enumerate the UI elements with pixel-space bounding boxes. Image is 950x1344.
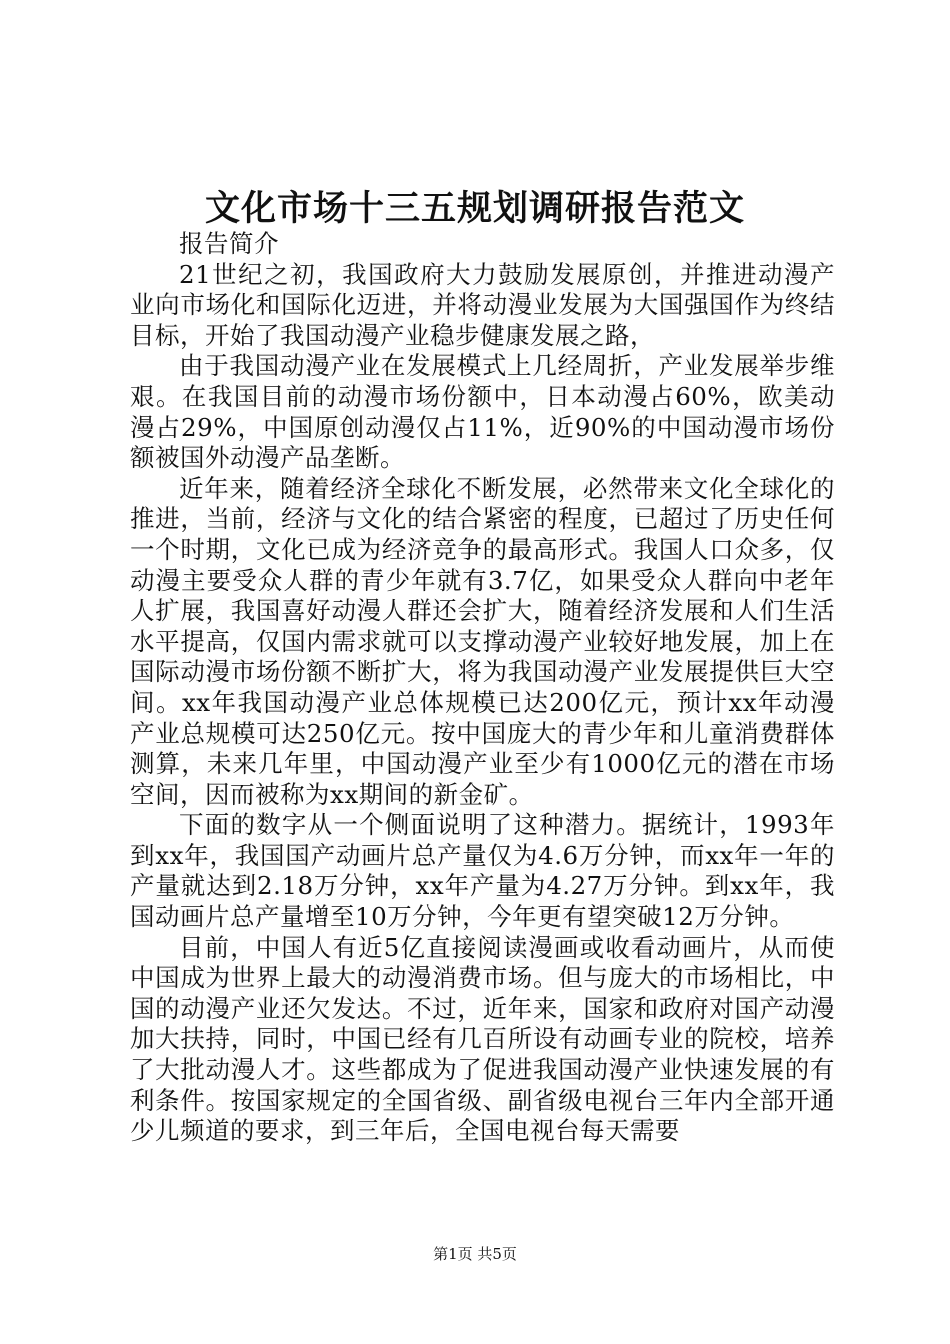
- section-heading: 报告简介: [179, 229, 279, 258]
- paragraph-3: 近年来，随着经济全球化不断发展，必然带来文化全球化的推进，当前，经济与文化的结合紧密的程度，已超过了历史任何一个时期，文化已成为经济竞争的最高形式。我国人口众多，仅动漫主要受众人群的青少年就有3.7亿，如果受众人群向中老年人扩展，我国喜好动漫人群还会扩大，随着经济发展和人们生活水平提高，仅国内需求就可以支撑动漫产业较好地发展，加上在国际动漫市场份额不断扩大，将为我国动漫产业发展提供巨大空间。xx年我国动漫产业总体规模已达200亿元，预计xx年动漫产业总规模可达250亿元。按中国庞大的青少年和儿童消费群体测算，未来几年里，中国动漫产业至少有1000亿元的潜在市场空间，因而被称为xx期间的新金矿。: [130, 473, 835, 809]
- paragraph-5: 目前，中国人有近5亿直接阅读漫画或收看动画片，从而使中国成为世界上最大的动漫消费市场。但与庞大的市场相比，中国的动漫产业还欠发达。不过，近年来，国家和政府对国产动漫加大扶持，同时，中国已经有几百所设有动画专业的院校，培养了大批动漫人才。这些都成为了促进我国动漫产业快速发展的有利条件。按国家规定的全国省级、副省级电视台三年内全部开通少儿频道的要求，到三年后，全国电视台每天需要: [130, 932, 835, 1146]
- document-title: 文化市场十三五规划调研报告范文: [204, 188, 745, 229]
- paragraph-4: 下面的数字从一个侧面说明了这种潜力。据统计，1993年到xx年，我国国产动画片总产量仅为4.6万分钟，而xx年一年的产量就达到2.18万分钟，xx年产量为4.27万分钟。到xx年，我国动画片总产量增至10万分钟，今年更有望突破12万分钟。: [130, 810, 835, 932]
- page-number-footer: 第1页 共5页: [433, 1245, 517, 1263]
- paragraph-2: 由于我国动漫产业在发展模式上几经周折，产业发展举步维艰。在我国目前的动漫市场份额中，日本动漫占60%，欧美动漫占29%，中国原创动漫仅占11%，近90%的中国动漫市场份额被国外动漫产品垄断。: [130, 351, 835, 473]
- document-body: [130, 229, 835, 1147]
- paragraph-1: 21世纪之初，我国政府大力鼓励发展原创，并推进动漫产业向市场化和国际化迈进，并将动漫业发展为大国强国作为终结目标，开始了我国动漫产业稳步健康发展之路，: [130, 259, 835, 350]
